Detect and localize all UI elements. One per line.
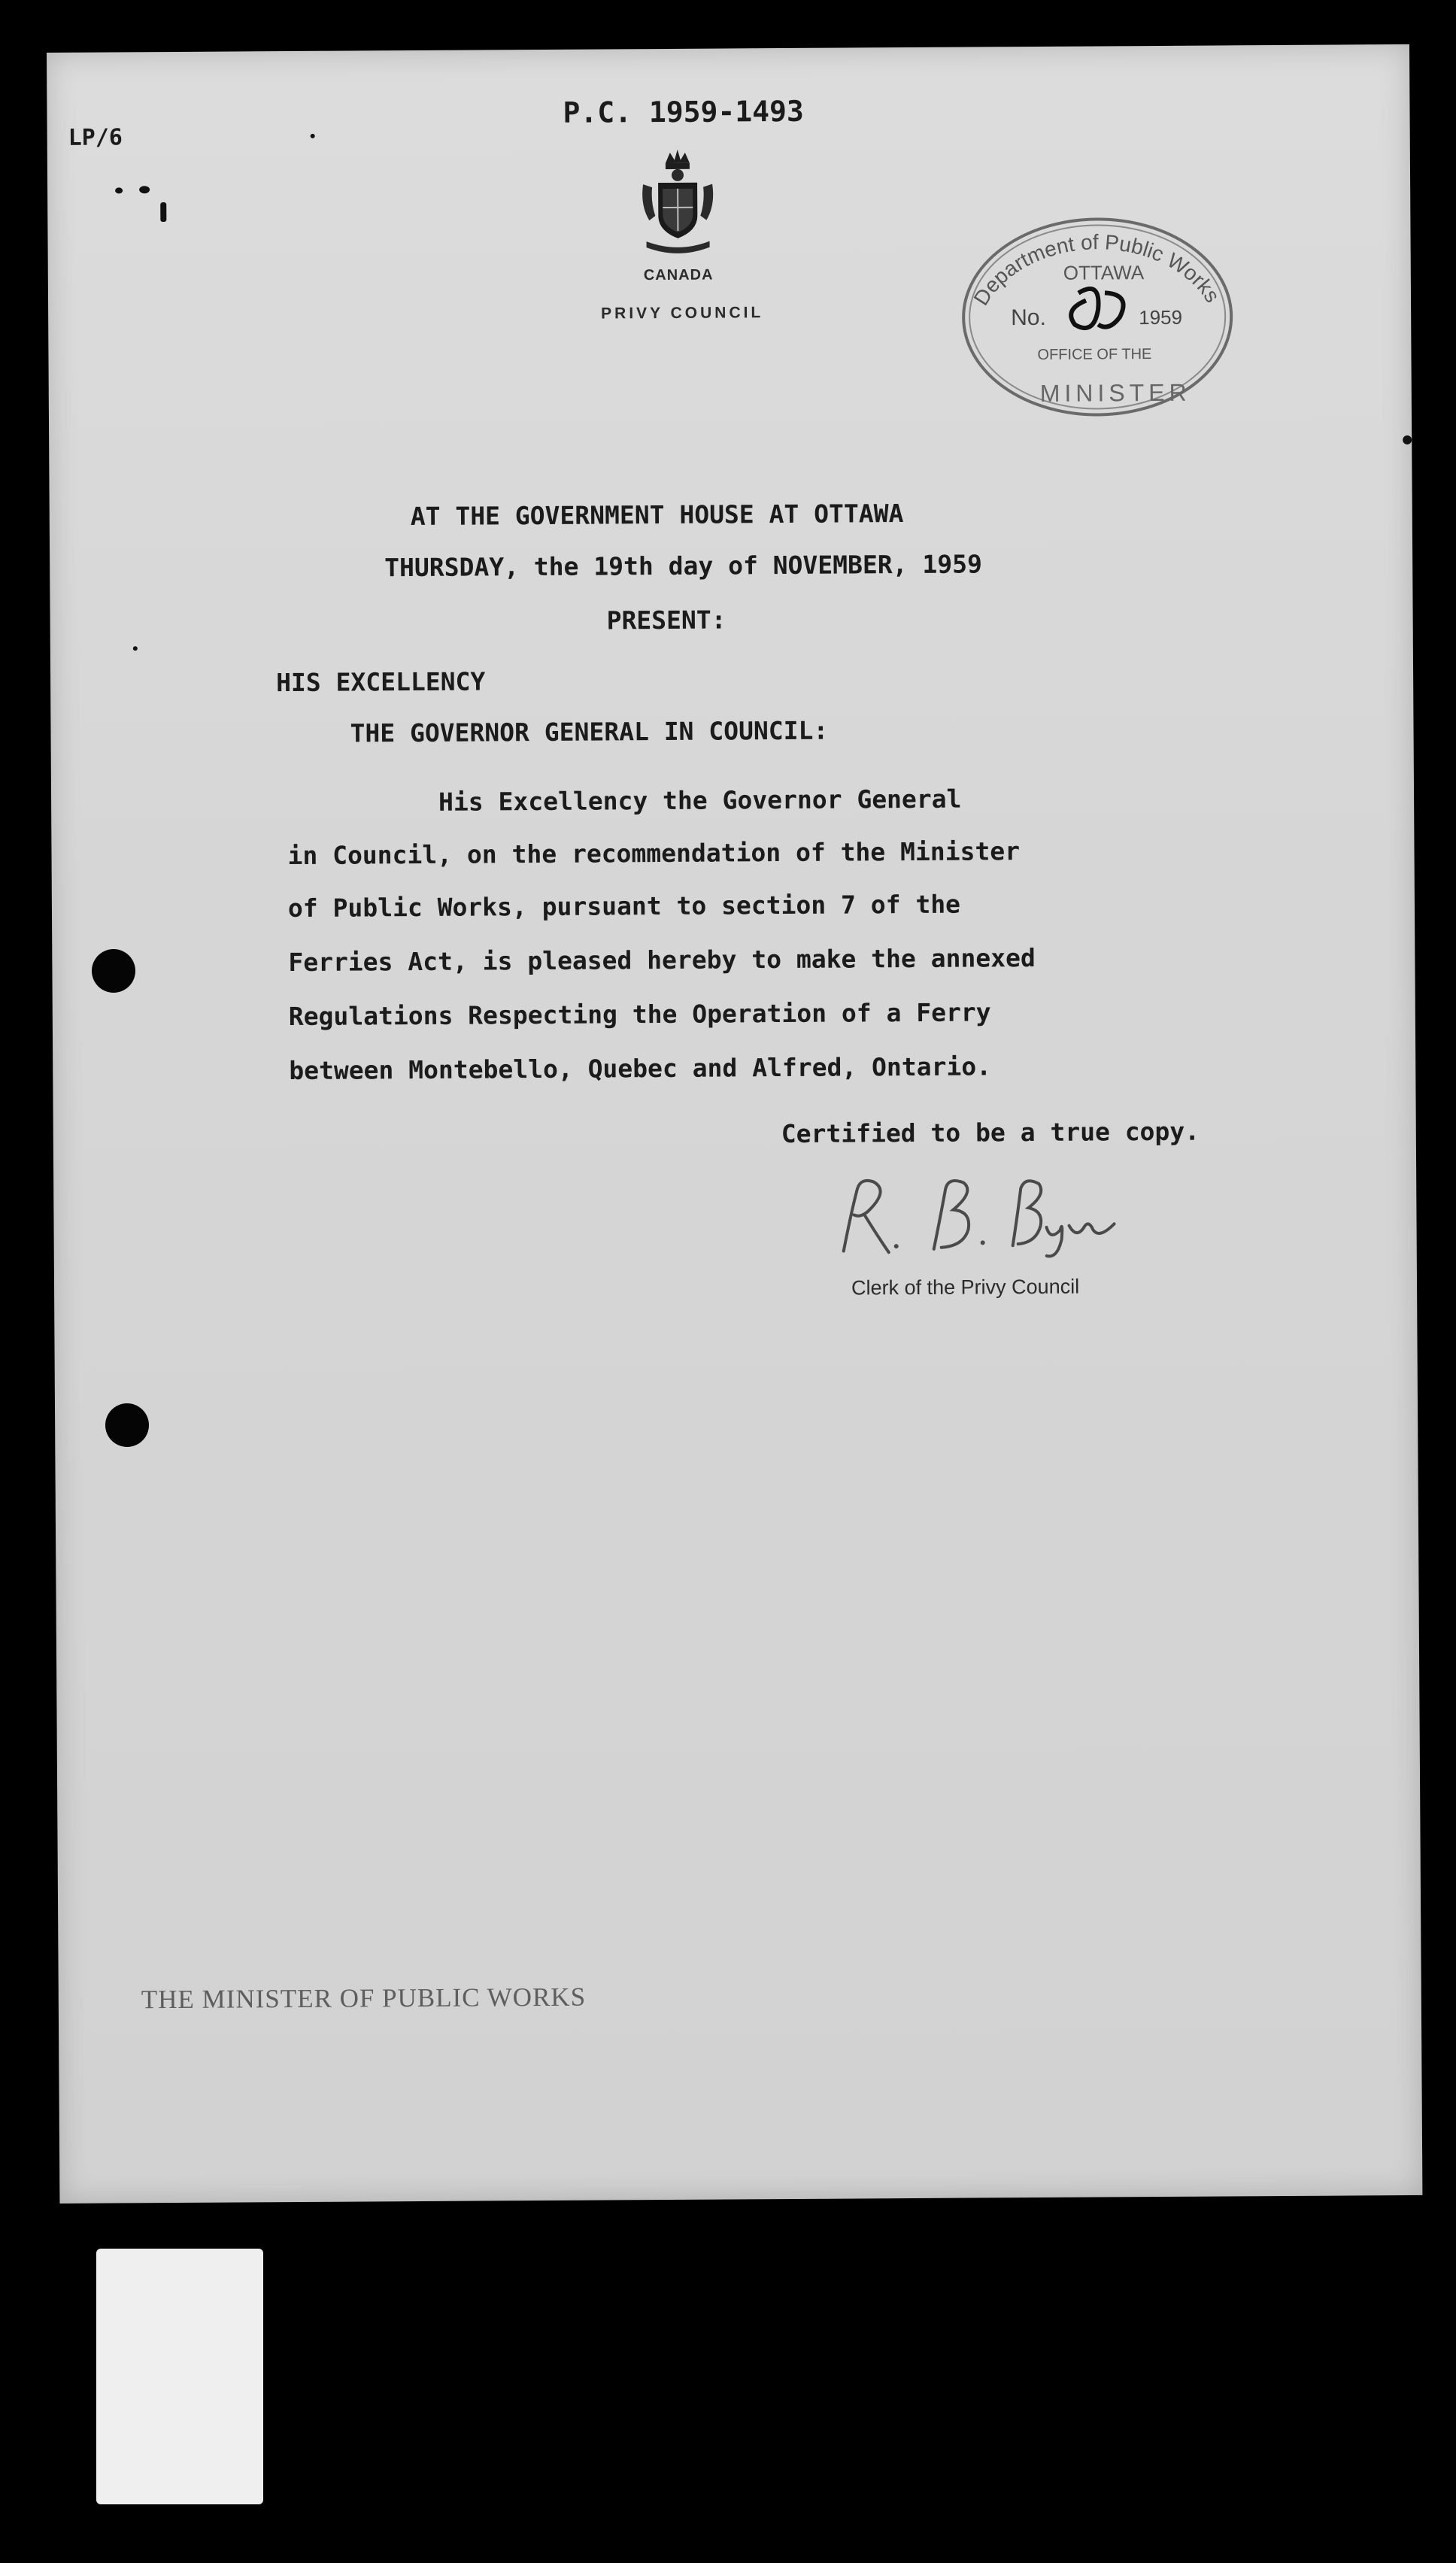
salutation-excellency: HIS EXCELLENCY xyxy=(276,666,486,698)
body-line: between Montebello, Quebec and Alfred, Ontario. xyxy=(289,1051,992,1086)
punch-hole xyxy=(92,949,135,993)
body-line: Ferries Act, is pleased hereby to make the annexed xyxy=(288,942,1036,978)
stamp-office-text: OFFICE OF THE xyxy=(1037,346,1152,363)
heading-location: AT THE GOVERNMENT HOUSE AT OTTAWA xyxy=(410,499,904,532)
heading-present: PRESENT: xyxy=(606,605,726,635)
body-line: of Public Works, pursuant to section 7 of the xyxy=(287,889,961,924)
file-mark: LP/6 xyxy=(68,124,123,151)
signature xyxy=(821,1166,1137,1266)
clerk-title: Clerk of the Privy Council xyxy=(851,1275,1080,1300)
stamp-department-text: Department of Public Works xyxy=(969,230,1225,310)
certified-statement: Certified to be a true copy. xyxy=(781,1116,1200,1149)
heading-date: THURSDAY, the 19th day of NOVEMBER, 1959 xyxy=(384,549,983,583)
coat-of-arms-icon xyxy=(632,147,723,260)
archive-tab xyxy=(96,2249,263,2504)
body-line: in Council, on the recommendation of the Minister xyxy=(287,836,1021,871)
canada-label: CANADA xyxy=(643,266,714,284)
privy-council-label: PRIVY COUNCIL xyxy=(601,304,764,323)
stamp-number-text: No. xyxy=(1011,305,1046,331)
salutation-governor: THE GOVERNOR GENERAL IN COUNCIL: xyxy=(350,715,829,748)
addressee-footer: THE MINISTER OF PUBLIC WORKS xyxy=(141,1982,587,2015)
body-line: Regulations Respecting the Operation of a Ferry xyxy=(288,997,991,1032)
order-number: P.C. 1959-1493 xyxy=(563,94,804,129)
stamp-city-text: OTTAWA xyxy=(1063,261,1145,284)
document-page xyxy=(47,44,1422,2204)
stamp-year-text: 1959 xyxy=(1139,305,1183,329)
stamp-handwritten-mark xyxy=(1071,289,1124,329)
received-stamp xyxy=(950,203,1245,423)
punch-hole xyxy=(105,1403,149,1447)
body-line: His Excellency the Governor General xyxy=(438,784,962,817)
stamp-minister-text: MINISTER xyxy=(1039,378,1191,407)
